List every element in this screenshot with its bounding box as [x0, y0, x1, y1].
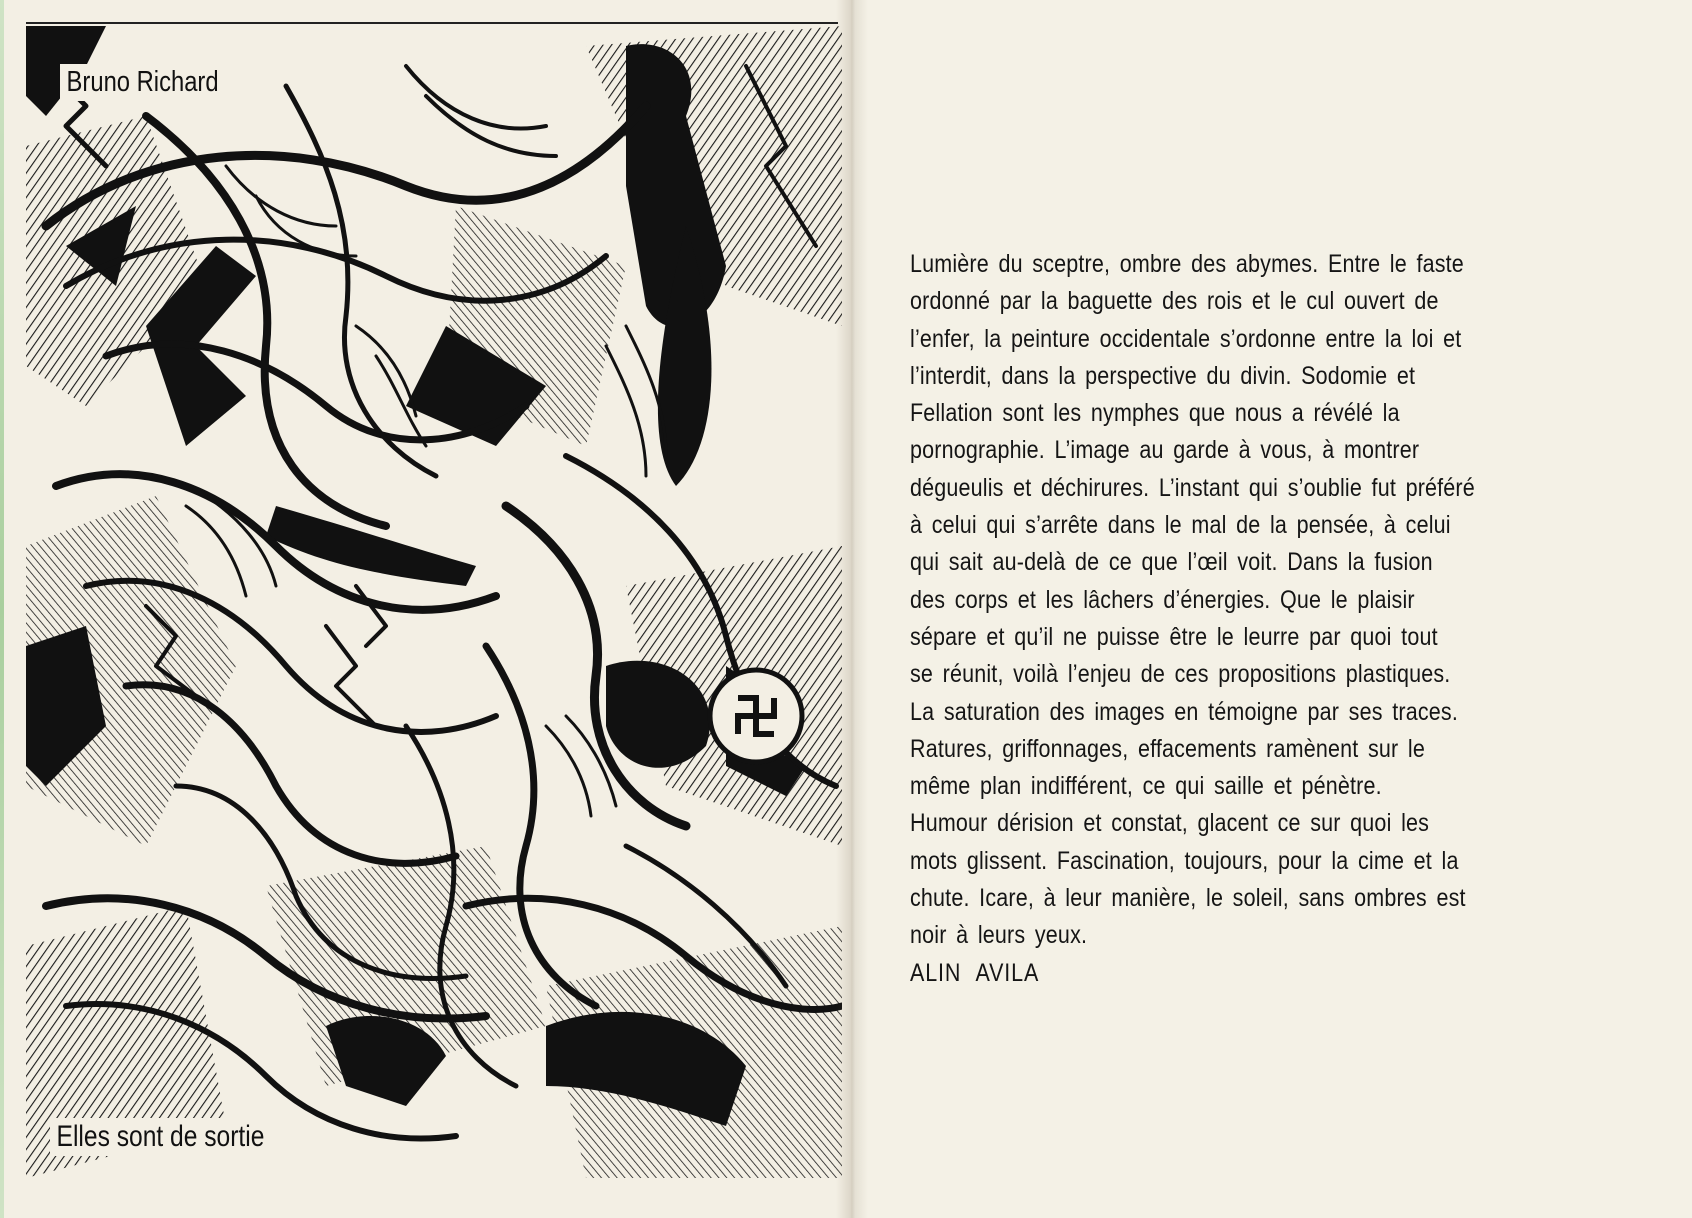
essay-line: même plan indifférent, ce qui saille et pénètre.	[910, 772, 1382, 801]
essay-line: l’interdit, dans la perspective du divin. Sodomie et	[910, 361, 1416, 390]
page-edge	[0, 0, 4, 1218]
essay-line: qui sait au-delà de ce que l’œil voit. Dans la fusion	[910, 548, 1433, 577]
essay-line: à celui qui s’arrête dans le mal de la pensée, à celui	[910, 511, 1451, 540]
essay-text	[910, 246, 1652, 992]
artwork-title-caption: Elles sont de sortie	[50, 1118, 271, 1156]
essay-line: sépare et qu’il ne puisse être le leurre par quoi tout	[910, 622, 1438, 651]
emblem-disc	[710, 670, 802, 762]
essay-line: noir à leurs yeux.	[910, 921, 1088, 950]
essay-line: l’enfer, la peinture occidentale s’ordonne entre la loi et	[910, 324, 1462, 353]
essay-line: Humour dérision et constat, glacent ce sur quoi les	[910, 809, 1430, 838]
essay-line: des corps et les lâchers d’énergies. Que le plaisir	[910, 585, 1415, 614]
ink-drawing-artwork	[26, 26, 842, 1178]
essay-line: chute. Icare, à leur manière, le soleil, sans ombres est	[910, 884, 1466, 913]
artist-caption: Bruno Richard	[60, 64, 225, 101]
essay-line: mots glissent. Fascination, toujours, pour la cime et la	[910, 846, 1459, 875]
author-signature: ALIN AVILA	[910, 958, 1040, 987]
essay-line: La saturation des images en témoigne par ses traces.	[910, 697, 1458, 726]
top-rule	[26, 22, 838, 24]
book-gutter	[836, 0, 868, 1218]
essay-line: Ratures, griffonnages, effacements ramènent sur le	[910, 734, 1426, 763]
essay-line: pornographie. L’image au garde à vous, à montrer	[910, 436, 1420, 465]
essay-line: Lumière du sceptre, ombre des abymes. Entre le faste	[910, 250, 1464, 278]
essay-line: dégueulis et déchirures. L’instant qui s’oublie fut préféré	[910, 473, 1475, 502]
essay-line: se réunit, voilà l’enjeu de ces propositions plastiques.	[910, 660, 1451, 689]
essay-line: Fellation sont les nymphes que nous a révélé la	[910, 399, 1400, 428]
essay-line: ordonné par la baguette des rois et le cul ouvert de	[910, 287, 1439, 316]
